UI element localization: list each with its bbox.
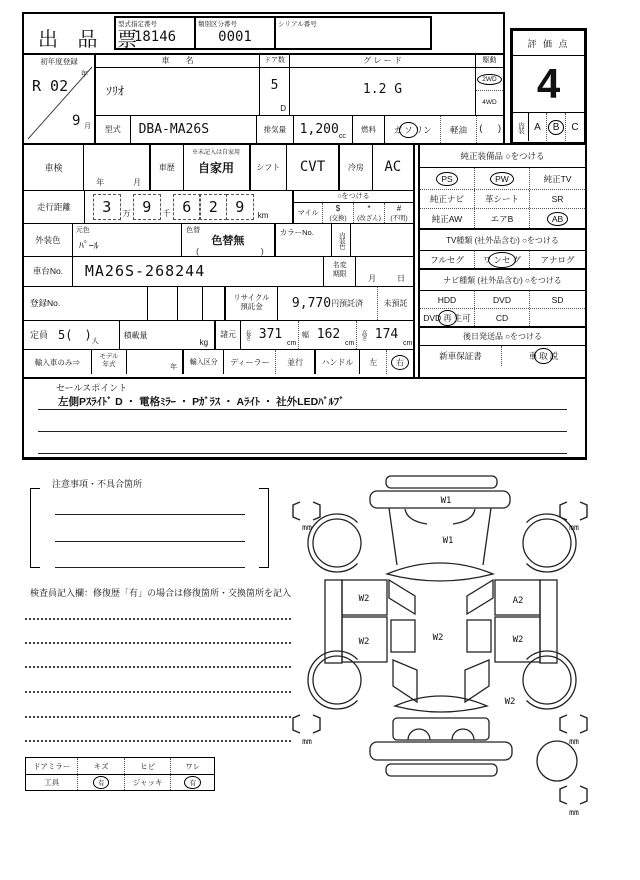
car-name-label: 車 名 [96,55,259,68]
model-year-label-1: モデル [99,353,119,360]
import-type-label: 輸入区分 [184,350,224,374]
model-year-unit: 年 [170,364,178,371]
spec-label: 諸元 [216,321,241,350]
bracket-bottom-left-close [313,715,320,733]
drive-label: 駆動 [476,55,503,68]
tools-label: 工具 [26,775,78,790]
mm-bottom-left: mm [302,737,312,746]
owners-manual-pre: 車 [528,351,538,361]
first-registration-month: 9 [72,113,81,129]
interior-grade-a: A [529,113,547,141]
doors-value: 5 [270,78,279,93]
model-designation-value: 18146 [133,29,177,45]
header-row [22,12,505,55]
sales-line-3 [38,453,567,454]
bracket-top-left-open [293,502,300,520]
fuel-circled: ソ [404,124,413,135]
interior-color-value [351,224,413,256]
owners-manual-post: 説 [549,351,559,361]
color-row [24,224,413,257]
inspector-line-2 [25,642,291,644]
scratch-label: キズ [78,758,125,774]
original-color-label: 元色 [75,227,90,234]
notes-line-2 [55,541,245,542]
interior-label: 内装 [513,113,529,141]
label-left-fender: W2 [358,594,370,604]
shift-value: CVT [287,145,340,190]
sales-point-text: 左側Pｽﾗｲﾄﾞ D ・ 電格ﾐﾗｰ ・ Pｶﾞﾗｽ ・ Aﾗｲﾄ ・ 社外LEDﾊﾞﾙﾌﾞ [58,396,345,408]
equip-oem-tv: 純正TV [543,173,572,184]
equip-ps-selected: PS [441,173,453,184]
notes-title: 注意事項・不具合箇所 [52,479,143,489]
fuel-diesel: 軽油 [441,116,478,143]
opt-exchange-label: (交換) [329,214,347,222]
height-value: 174 [374,327,399,343]
front-right-tire [523,519,571,567]
odometer-d1: 6 [173,194,201,220]
navi-empty [530,309,585,326]
notes-line-3 [55,567,245,568]
width-value: 162 [316,327,341,343]
owners-manual-circled: 取 [539,351,548,361]
opt-unknown-label: (不明) [390,214,408,222]
grade-label: グ レ ー ド [290,55,475,68]
name-grade-band [96,55,503,115]
class-number-value: 0001 [218,29,252,45]
model-band [96,115,503,143]
model-label: 型式 [96,116,131,143]
score-label: 評 価 点 [513,31,584,56]
rear-bumper [370,742,512,760]
interior-color-label: 内装色 [332,224,351,256]
class-number-box [194,16,276,50]
color-change-open: ( [196,246,199,256]
tv-oneseg-selected [475,251,530,268]
inspector-line-1 [25,618,291,620]
navi-dvd: DVD [475,291,530,308]
dvd-playable-pre: DVD [423,312,442,323]
tools-has-mark: 有 [97,780,105,787]
odometer-d2: 2 [199,194,227,220]
equip-oem-navi: 純正ナビ [420,190,475,208]
color-change-close: ) [260,246,264,256]
handle-left: 左 [360,350,388,374]
fuel-pre: ガ [393,124,403,135]
displacement-label: 排気量 [257,116,294,143]
label-left-door: W2 [358,637,370,647]
label-front-bumper: W1 [440,496,452,506]
load-label: 積載量 [123,330,148,340]
odometer-sen: 9 [133,194,161,220]
dvd-playable-selected [420,309,475,326]
doors-label: ドア数 [260,55,289,68]
height-unit: cm [403,340,413,347]
model-value: DBA-MA26S [131,116,258,143]
label-right-quarter: W2 [504,697,516,707]
cool-label: 冷房 [340,145,373,190]
mileage-unit: km [257,211,269,220]
registration-no-cell-1 [148,287,178,320]
break-label: ワレ [185,761,201,771]
fuel-gasoline-selected [385,116,440,143]
equip-ab-selected: AB [551,213,564,224]
capacity-unit: 人 [91,338,99,345]
handle-label: ハンドル [316,350,360,374]
first-registration-cell [24,55,96,143]
label-right-door: W2 [512,635,524,645]
equipment-panel [418,143,587,379]
shaken-year-unit: 年 [96,177,105,187]
inspector-line-4 [25,691,291,693]
car-name-cell [96,55,260,115]
tv-fullseg: フルセグ [420,251,475,268]
fuel-other-open: ( [479,123,483,133]
new-car-warranty: 新車保証書 [420,346,502,366]
bracket-top-left-close [313,502,320,520]
sales-line-2 [38,431,567,432]
recycle-label-1: リサイクル [233,293,270,302]
import-row [24,350,413,374]
not-deposited-label: 未預託 [383,298,408,308]
unit-man: 万 [122,209,131,218]
dvd-playable-circled: 再 [443,312,452,323]
odometer-d3: 9 [226,194,254,220]
doors-cell [260,55,290,115]
capacity-label: 定員 [30,330,49,341]
opt-tampered-symbol: * [367,203,371,213]
mm-top-left: mm [302,523,312,532]
label-hood: W1 [442,536,454,546]
front-top-strip [386,476,497,488]
first-registration-year: R 02 [32,77,69,95]
color-no-label: カラーNo. [279,228,314,237]
rear-gate [393,718,489,740]
import-dealer: ディーラー [224,350,276,374]
equip-sunroof: SR [551,194,564,204]
class-number-label: 類別区分番号 [198,21,237,28]
first-registration-label: 初年度登録 [40,57,78,66]
dvd-playable-post: 生可 [453,312,471,323]
later-shipment-header: 後日発送品 ○をつける [420,328,585,346]
circle-header: ○をつける [294,191,413,203]
opt-exchange-symbol: $ [335,203,341,213]
page-title: 出 品 票 [38,29,145,51]
recycle-amount-suffix: 円預託済 [331,298,364,308]
history-label: 車歴 [151,145,184,190]
shaken-label: 車検 [24,145,84,190]
handle-right-selected: 右 [396,357,405,367]
bracket-bottom-right-open [560,715,567,733]
registration-no-cell-3 [203,287,226,320]
tv-oneseg-post: グ [512,254,522,265]
cool-value: AC [384,159,402,176]
recycle-label-2: 預託金 [240,302,263,311]
interior-grade-row [513,113,584,141]
fuel-label: 燃料 [353,116,386,143]
bracket-top-right-close [580,502,587,520]
sales-point-label: セールスポイント [56,383,128,393]
tv-analog: アナログ [540,254,575,265]
fuel-post: リン [414,124,432,135]
rename-label-2: 期限 [332,270,347,278]
navi-cd: CD [475,309,530,326]
crack-label: ヒビ [125,758,172,774]
interior-grade-c: C [571,121,579,133]
grade-cell [290,55,476,115]
exterior-color-label: 外装色 [24,224,73,256]
main-grid [22,143,415,379]
tv-oneseg-pre: ワ [482,254,492,265]
equipment-header: 純正装備品 ○をつける [420,145,585,168]
mileage-row [24,191,413,225]
month-unit: 月 [84,123,91,130]
rename-label-1: 名変 [332,261,347,269]
model-designation-box [114,16,196,50]
bracket-bottom-left-open [293,715,300,733]
tv-oneseg-circled: ンセ [493,254,511,265]
tv-type-header: TV種類 (社外品含む) ○をつける [420,230,585,251]
model-year-label-2: 年式 [102,361,116,368]
import-only-label: 輸入車のみ⇒ [24,350,92,374]
width-unit: cm [345,340,355,347]
navi-type-header: ナビ種類 (社外品含む) ○をつける [420,270,585,291]
front-left-tire [313,519,361,567]
sales-point-section [22,377,587,460]
door-mirror-label: ドアミラー [26,758,78,774]
odometer-man: 3 [93,194,121,220]
chassis-label: 車台No. [24,257,73,287]
chassis-value: MA26S-268244 [73,257,324,287]
model-designation-label: 型式指定番号 [118,21,157,28]
registration-no-label: 登録No. [30,298,61,308]
registration-no-cell-2 [178,287,203,320]
drive-cell [476,55,503,115]
doors-sub: D [280,104,286,113]
opt-unknown-symbol: # [396,203,402,213]
capacity-row [24,321,413,351]
bracket-spare-open [560,786,567,804]
owners-manual-selected [502,346,585,366]
recycle-amount: 9,770 [291,295,332,311]
displacement-unit: cc [338,133,346,140]
recycle-row [24,287,413,321]
notes-bracket-left [30,488,41,568]
bracket-top-right-open [560,502,567,520]
inspector-title: 検査員記入欄：修復歴「有」の場合は修復箇所・交換箇所を記入 [30,588,292,598]
length-value: 371 [258,327,283,343]
inspector-line-3 [25,666,291,668]
inspector-line-6 [25,740,291,742]
mm-spare: mm [569,808,579,817]
displacement-value: 1,200 [299,122,339,137]
import-parallel: 並行 [276,350,315,374]
opt-tampered-label: (改ざん) [357,214,381,222]
bracket-spare-close [580,786,587,804]
shift-label: シフト [251,145,287,190]
inspector-line-5 [25,716,291,718]
rename-month-unit: 月 [368,274,377,283]
length-label: 長さ [244,329,251,340]
mm-bottom-right: mm [569,737,579,746]
shaken-row [24,145,413,191]
car-damage-diagram [288,468,590,820]
mileage-label: 走行距離 [24,191,85,224]
original-color-value: ﾊﾟｰﾙ [78,241,99,252]
color-change-label: 色替 [186,227,201,234]
score-value: 4 [513,56,584,113]
drive-4wd: 4WD [482,98,497,106]
score-box [510,28,587,145]
tools-table [25,757,215,791]
registration-row [22,53,505,145]
rename-day-unit: 日 [397,274,405,283]
notes-bracket-right [258,488,269,568]
spare-tire [537,741,577,781]
shaken-month-unit: 月 [133,177,142,187]
unit-sen: 千 [162,209,171,218]
equip-leather: 革シート [475,190,530,208]
history-note: ※未記入は自家用 [192,150,241,156]
length-unit: cm [287,340,297,347]
mm-top-right: mm [569,523,579,532]
interior-grade-b-selected: B [552,121,560,133]
mile-label: マイル [297,209,319,217]
navi-hdd: HDD [420,291,475,308]
jack-label: ジャッキ [125,775,172,790]
capacity-value: 5( ) [58,328,92,343]
load-unit: kg [199,338,209,347]
year-unit: 年 [81,71,88,78]
label-floor: W2 [432,633,444,643]
notes-line-1 [55,514,245,515]
label-right-fender: A2 [512,596,524,606]
chassis-row [24,257,413,288]
drive-2wd-selected: 2WD [482,75,497,83]
navi-sd: SD [551,294,564,305]
height-label: 高さ [360,329,367,340]
bracket-bottom-right-close [580,715,587,733]
color-change-value: 色替無 [211,235,245,247]
equip-airbag: エアB [475,209,530,228]
serial-number-label: シリアル番号 [278,21,317,28]
equip-oem-aw: 純正AW [420,209,475,228]
width-label: 幅 [302,331,310,339]
car-name-value: ｿﾘｵ [106,84,125,98]
rear-bottom-strip [386,764,497,776]
equip-pw-selected: PW [495,173,509,184]
sales-line-1 [38,409,567,410]
jack-has-mark: 有 [189,780,196,787]
history-value: 自家用 [198,161,235,175]
serial-number-box [274,16,432,50]
fuel-other-close: ) [498,123,501,133]
grade-value: 1.2 G [362,82,403,97]
